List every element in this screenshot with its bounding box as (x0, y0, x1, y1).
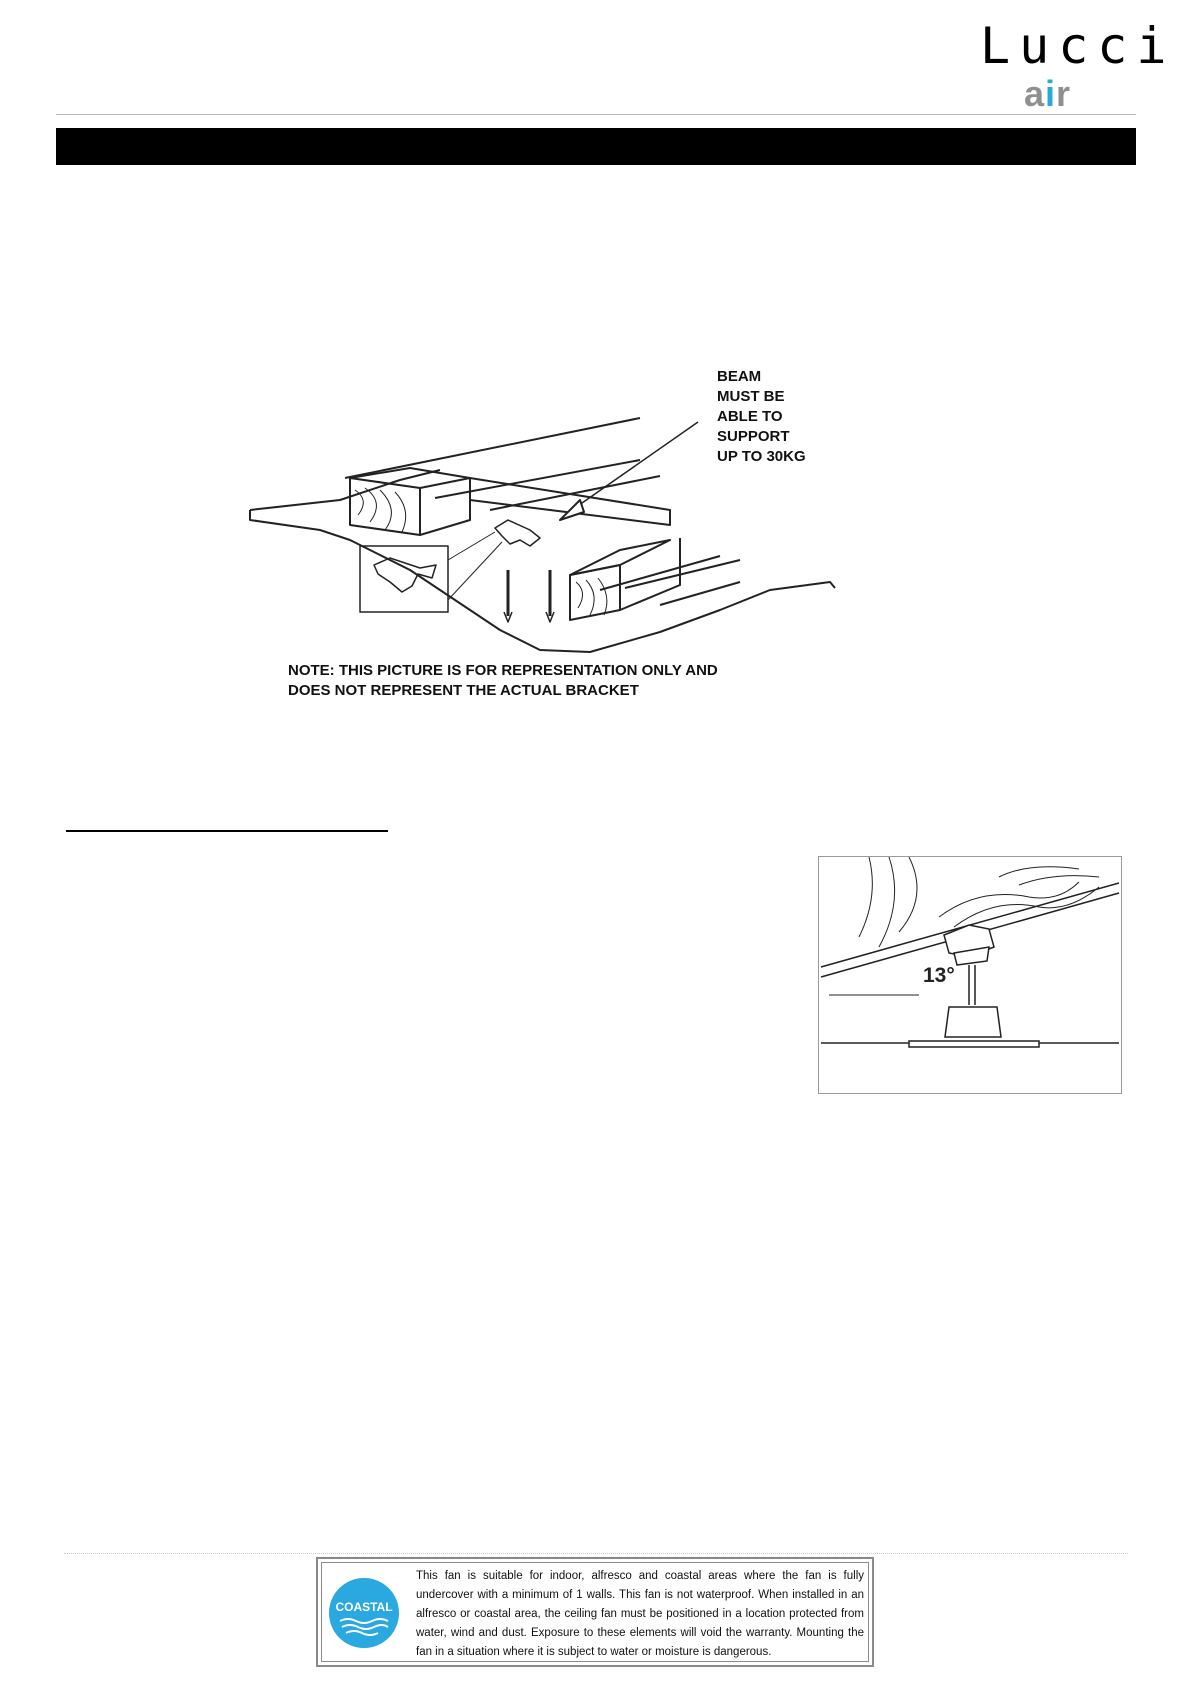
callout-line: BEAM (717, 368, 762, 385)
brand-subtitle: air (1024, 73, 1072, 114)
coastal-badge-icon (328, 1577, 400, 1649)
callout-line: SUPPORT (717, 428, 790, 445)
callout-line: MUST BE (717, 388, 785, 405)
brand-logo (980, 17, 1176, 114)
beam-callout (717, 367, 827, 467)
note-line: DOES NOT REPRESENT THE ACTUAL BRACKET (288, 682, 639, 699)
section-title-bar (56, 128, 1136, 165)
coastal-notice-box (316, 1557, 874, 1667)
footer-divider (64, 1553, 1128, 1555)
coastal-badge-label: COASTAL (335, 1600, 393, 1614)
coastal-notice-text: This fan is suitable for indoor, alfresco and coastal areas where the fan is fully undercover with a minimum of 1 walls. This fan is not waterproof. When installed in an alfresco or coastal area, the ceiling fan must be positioned in a location protected from water, wind and dust. Exposure to these elements will void the warranty. Mounting the fan in a situation where it is subject to water or moisture is dangerous. (416, 1570, 864, 1658)
angle-label: 13° (923, 964, 955, 987)
brand-name: Lucci (980, 17, 1176, 75)
angled-ceiling-drawing (819, 857, 1121, 1093)
angled-ceiling-illustration (818, 856, 1122, 1094)
section-heading-underline (66, 830, 388, 832)
note-line: NOTE: THIS PICTURE IS FOR REPRESENTATION ONLY AND (288, 662, 718, 679)
callout-line: UP TO 30KG (717, 448, 806, 465)
callout-line: ABLE TO (717, 408, 783, 425)
header-divider (56, 114, 1136, 115)
beam-note (288, 661, 718, 701)
